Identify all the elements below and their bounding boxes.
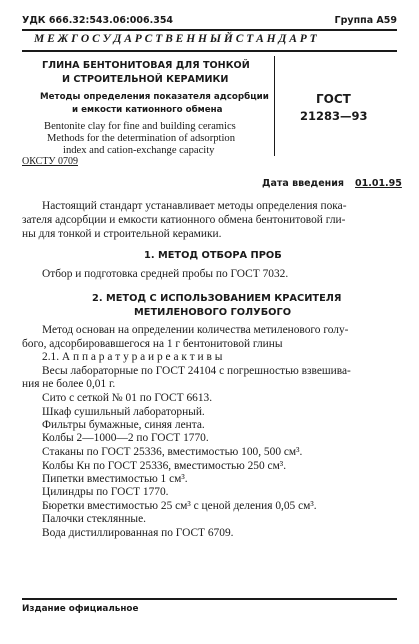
list-item: Колбы 2—1000—2 по ГОСТ 1770. bbox=[42, 432, 209, 444]
title-ru-line2: И СТРОИТЕЛЬНОЙ КЕРАМИКИ bbox=[62, 74, 229, 85]
list-item: Колбы Кн по ГОСТ 25336, вместимостью 250 см³. bbox=[42, 460, 287, 472]
list-item: Бюретки вместимостью 25 см³ с ценой деления 0,05 см³. bbox=[42, 500, 317, 512]
section2-text-line1: Метод основан на определении количества метиленового голу- bbox=[42, 324, 349, 336]
gost-divider bbox=[274, 56, 275, 156]
title-ru-line1: ГЛИНА БЕНТОНИТОВАЯ ДЛЯ ТОНКОЙ bbox=[42, 60, 250, 71]
list-item: Стаканы по ГОСТ 25336, вместимостью 100, 500 см³. bbox=[42, 446, 303, 458]
list-item: Сито с сеткой № 01 по ГОСТ 6613. bbox=[42, 392, 213, 404]
title-en-line1: Bentonite clay for fine and building ceramics bbox=[44, 121, 236, 132]
subtitle-line1: Методы определения показателя адсорбции bbox=[40, 92, 269, 102]
list-item: Шкаф сушильный лабораторный. bbox=[42, 406, 205, 418]
okstu-code: ОКСТУ 0709 bbox=[22, 156, 79, 167]
section2-heading-line1: 2. МЕТОД С ИСПОЛЬЗОВАНИЕМ КРАСИТЕЛЯ bbox=[92, 293, 342, 304]
list-item: Палочки стеклянные. bbox=[42, 513, 146, 525]
intro-line1: Настоящий стандарт устанавливает методы определения пока- bbox=[42, 200, 347, 212]
gost-number: 21283—93 bbox=[300, 109, 368, 123]
intro-line3: ны для тонкой и строительной керамики. bbox=[22, 228, 222, 240]
standard-type: М Е Ж Г О С У Д А Р С Т В Е Н Н Ы Й С Т А Н Д А Р Т bbox=[34, 33, 317, 45]
group-code: Группа А59 bbox=[334, 15, 397, 26]
header-rule bbox=[22, 50, 397, 52]
list-item: Фильтры бумажные, синяя лента. bbox=[42, 419, 205, 431]
subsection-title: 2.1. А п п а р а т у р а и р е а к т и в ы bbox=[42, 351, 223, 363]
intro-line2: зателя адсорбции и емкости катионного обмена бентонитовой гли- bbox=[22, 214, 346, 226]
section2-heading-line2: МЕТИЛЕНОВОГО ГОЛУБОГО bbox=[134, 307, 292, 318]
date-label: Дата введения bbox=[262, 178, 344, 189]
list-item: Пипетки вместимостью 1 см³. bbox=[42, 473, 188, 485]
list-item: Цилиндры по ГОСТ 1770. bbox=[42, 486, 169, 498]
title-en-line2: Methods for the determination of adsorption bbox=[47, 133, 235, 144]
footer-rule bbox=[22, 598, 397, 600]
list-item: Вода дистиллированная по ГОСТ 6709. bbox=[42, 527, 234, 539]
section1-heading: 1. МЕТОД ОТБОРА ПРОБ bbox=[144, 250, 282, 261]
section1-text: Отбор и подготовка средней пробы по ГОСТ 7032. bbox=[42, 268, 289, 280]
title-en-line3: index and cation-exchange capacity bbox=[63, 145, 215, 156]
date-value: 01.01.95 bbox=[355, 178, 402, 189]
gost-label: ГОСТ bbox=[316, 92, 351, 106]
list-item: Весы лабораторные по ГОСТ 24104 с погрешностью взвешива- bbox=[42, 365, 351, 377]
top-rule bbox=[22, 29, 397, 31]
section2-text-line2: бого, адсорбировавшегося на 1 г бентонитовой глины bbox=[22, 338, 283, 350]
list-item: ния не более 0,01 г. bbox=[22, 378, 116, 390]
official-edition: Издание официальное bbox=[22, 604, 139, 614]
udk-code: УДК 666.32:543.06:006.354 bbox=[22, 15, 174, 26]
subtitle-line2: и емкости катионного обмена bbox=[72, 105, 223, 115]
